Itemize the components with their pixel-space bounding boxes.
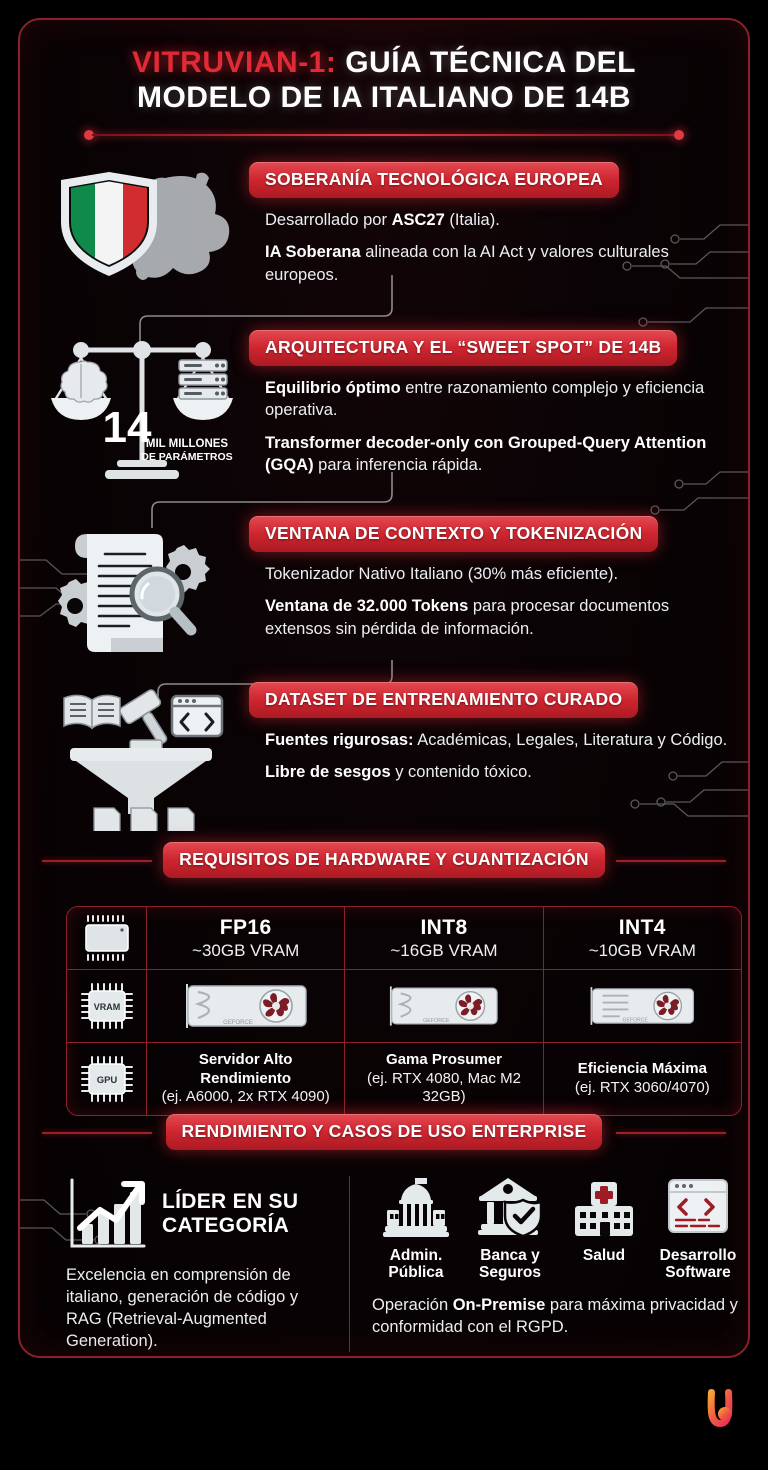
soberania-text xyxy=(249,209,734,286)
plain-text: entre razonamiento complejo y eficiencia operativa. xyxy=(265,379,705,420)
plain-text: para procesar documentos extensos sin pérdida de información. xyxy=(265,597,670,638)
table-cell-fp16 xyxy=(146,907,344,969)
memory-chip-icon xyxy=(80,915,134,961)
dataset-body xyxy=(249,682,734,831)
table-cell-int4 xyxy=(543,907,741,969)
lider-heading-line1: LÍDER EN SU xyxy=(162,1189,299,1213)
use-case-label-line1: Banca y xyxy=(480,1247,540,1264)
arquitectura-icon-col xyxy=(44,330,239,484)
title-divider xyxy=(84,130,684,140)
government-building-icon xyxy=(383,1176,449,1238)
u-gradient-logo xyxy=(702,1388,738,1430)
pill-hardware: REQUISITOS DE HARDWARE Y CUANTIZACIÓN xyxy=(163,842,605,878)
band-hardware-line-right xyxy=(616,860,726,862)
infographic-card xyxy=(18,18,750,1358)
section-contexto xyxy=(44,516,734,670)
soberania-icon-col xyxy=(44,162,239,286)
table-cell-desc-int8 xyxy=(344,1043,542,1115)
emphasis-text: Fuentes rigurosas: xyxy=(265,731,414,749)
pill-dataset: DATASET DE ENTRENAMIENTO CURADO xyxy=(249,682,638,718)
performance-content xyxy=(66,1176,742,1352)
use-case-label-line1: Desarrollo xyxy=(659,1247,737,1264)
table-row-recommendations xyxy=(67,1042,741,1115)
use-case-label xyxy=(372,1247,460,1282)
use-cases-row xyxy=(372,1176,742,1282)
pill-performance: RENDIMIENTO Y CASOS DE USO ENTERPRISE xyxy=(166,1114,603,1150)
performance-left xyxy=(66,1176,349,1352)
balance-scale-brain-server-icon xyxy=(47,334,237,484)
bank-shield-check-icon xyxy=(477,1176,543,1238)
table-cell-desc-fp16 xyxy=(146,1043,344,1115)
table-cell-card-fp16 xyxy=(146,970,344,1042)
divider-dot-right xyxy=(674,130,684,140)
quant-vram: ~30GB VRAM xyxy=(192,940,300,960)
performance-right xyxy=(349,1176,742,1352)
use-case-label-line2: Pública xyxy=(388,1264,444,1282)
table-cell-card-int8 xyxy=(344,970,542,1042)
divider-line xyxy=(92,134,676,136)
section-dataset xyxy=(44,682,734,831)
quant-vram: ~10GB VRAM xyxy=(588,940,696,960)
card-brand-text: GEFORCE xyxy=(423,1018,451,1025)
plain-text: Desarrollado por xyxy=(265,211,392,229)
quant-name: INT8 xyxy=(420,915,468,939)
lider-heading-line2: CATEGORÍA xyxy=(162,1214,290,1237)
use-case-label-line1: Salud xyxy=(582,1247,626,1264)
use-case-label xyxy=(560,1247,648,1264)
table-cell-int8 xyxy=(344,907,542,969)
page-title-line2: MODELO DE IA ITALIANO DE 14B xyxy=(136,80,632,114)
scale-label-1: MIL MILLONES xyxy=(145,438,228,450)
brand-name: VITRUVIAN-1: xyxy=(132,46,337,79)
use-case-label xyxy=(466,1247,554,1282)
quant-desc: Gama Prosumer xyxy=(386,1051,502,1068)
soberania-para-0 xyxy=(265,209,734,231)
scale-number: 14 xyxy=(102,403,151,452)
arquitectura-para-1 xyxy=(265,432,734,477)
emphasis-text: IA Soberana xyxy=(265,243,361,262)
quant-examples: (ej. A6000, 2x RTX 4090) xyxy=(161,1088,330,1106)
band-performance-line-left xyxy=(42,1132,152,1134)
emphasis-text: On-Premise xyxy=(452,1295,546,1314)
quant-examples: (ej. RTX 4080, Mac M2 32GB) xyxy=(367,1069,521,1106)
performance-left-paragraph xyxy=(66,1264,335,1352)
pill-arquitectura: ARQUITECTURA Y EL “SWEET SPOT” DE 14B xyxy=(249,330,677,366)
soberania-body xyxy=(249,162,734,286)
graphics-card-icon xyxy=(582,981,702,1031)
plain-text: para máxima privacidad y conformidad con el RGPD. xyxy=(372,1295,738,1336)
contexto-para-0 xyxy=(265,563,734,585)
band-hardware xyxy=(20,842,748,878)
arquitectura-body xyxy=(249,330,734,484)
plain-text: Operación xyxy=(372,1295,453,1314)
contexto-body xyxy=(249,516,734,670)
memory-chip-icon-cell xyxy=(67,907,146,969)
contexto-para-1 xyxy=(265,595,734,640)
pill-soberania: SOBERANÍA TECNOLÓGICA EUROPEA xyxy=(249,162,619,198)
document-magnifier-gears-icon xyxy=(49,520,234,670)
section-arquitectura xyxy=(44,330,734,484)
contexto-icon-col xyxy=(44,516,239,670)
card-brand-text: GEFORCE xyxy=(222,1020,253,1026)
band-performance-line-right xyxy=(616,1132,726,1134)
quant-name: INT4 xyxy=(618,915,666,939)
gpu-chip-label: GPU xyxy=(96,1074,117,1086)
contexto-text xyxy=(249,563,734,640)
use-case-salud xyxy=(560,1176,648,1282)
plain-text: Académicas, Legales, Literatura y Código. xyxy=(413,731,728,749)
plain-text: alineada con la AI Act y valores culturales europeos. xyxy=(265,243,669,284)
gpu-chip-icon xyxy=(78,1053,136,1105)
vram-chip-icon-cell xyxy=(67,970,146,1042)
use-case-label xyxy=(654,1247,742,1282)
gpu-chip-icon-cell xyxy=(67,1043,146,1115)
page-title-line1 xyxy=(46,46,722,81)
dataset-text xyxy=(249,729,734,784)
vram-chip-icon xyxy=(78,980,136,1032)
emphasis-text: Transformer decoder-only con Grouped-Query Attention (GQA) xyxy=(265,433,707,475)
quant-vram: ~16GB VRAM xyxy=(390,940,498,960)
table-row-quantization xyxy=(67,907,741,969)
footer xyxy=(0,1358,768,1470)
plain-text: Tokenizador Nativo Italiano (30% más eficiente). xyxy=(265,565,619,583)
emphasis-text: Ventana de 32.000 Tokens xyxy=(265,597,469,616)
emphasis-text: ASC27 xyxy=(391,211,445,229)
band-hardware-line-left xyxy=(42,860,152,862)
plain-text: Excelencia en comprensión de italiano, generación de código y RAG (Retrieval-Augmented Generation). xyxy=(66,1266,299,1351)
soberania-para-1 xyxy=(265,241,734,286)
plain-text: (Italia). xyxy=(444,211,500,229)
graphics-card-icon xyxy=(176,978,316,1034)
emphasis-text: Equilibrio óptimo xyxy=(265,379,401,397)
dataset-icon-col xyxy=(44,682,239,831)
hospital-icon xyxy=(571,1176,637,1238)
header xyxy=(20,46,748,140)
use-case-label-line1: Admin. xyxy=(389,1247,443,1264)
lider-heading xyxy=(162,1190,298,1239)
emphasis-text: Libre de sesgos xyxy=(265,763,391,782)
quant-name: FP16 xyxy=(219,915,272,939)
pill-contexto: VENTANA DE CONTEXTO Y TOKENIZACIÓN xyxy=(249,516,658,552)
use-case-desarrollo xyxy=(654,1176,742,1282)
use-case-label-line2: Software xyxy=(665,1264,731,1282)
dataset-para-1 xyxy=(265,761,734,783)
table-cell-card-int4 xyxy=(543,970,741,1042)
page-title-rest: GUÍA TÉCNICA DEL xyxy=(336,46,636,79)
performance-right-paragraph xyxy=(372,1294,742,1338)
table-cell-desc-int4 xyxy=(543,1043,741,1115)
quant-examples: (ej. RTX 3060/4070) xyxy=(574,1078,710,1096)
graphics-card-icon xyxy=(381,980,506,1032)
table-row-cards xyxy=(67,969,741,1042)
dataset-para-0 xyxy=(265,729,734,751)
card-brand-text: GEFORCE xyxy=(622,1017,649,1024)
quant-desc: Eficiencia Máxima xyxy=(577,1060,707,1078)
plain-text: y contenido tóxico. xyxy=(390,763,532,782)
code-window-icon xyxy=(665,1176,731,1238)
growth-bar-chart-arrow-icon xyxy=(66,1176,148,1252)
quant-desc: Servidor Alto Rendimiento xyxy=(198,1051,293,1087)
section-soberania xyxy=(44,162,734,286)
arquitectura-para-0 xyxy=(265,377,734,422)
plain-text: para inferencia rápida. xyxy=(313,456,483,475)
scale-label-2: DE PARÁMETROS xyxy=(140,451,233,463)
use-case-banca xyxy=(466,1176,554,1282)
band-performance xyxy=(20,1114,748,1150)
vram-chip-label: VRAM xyxy=(93,1002,120,1012)
italy-shield-europe-map-icon xyxy=(47,166,237,286)
use-case-label-line2: Seguros xyxy=(478,1264,541,1282)
arquitectura-text xyxy=(249,377,734,477)
lider-block xyxy=(66,1176,335,1252)
use-case-admin xyxy=(372,1176,460,1282)
book-gavel-code-funnel-icon xyxy=(54,686,229,831)
hardware-table xyxy=(66,906,742,1116)
